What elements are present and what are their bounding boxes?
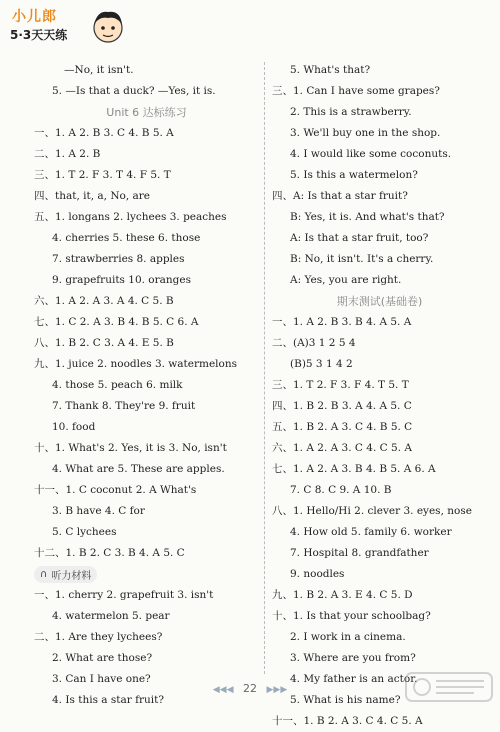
listening-section-wrap xyxy=(34,564,259,585)
listening-section-label xyxy=(34,566,97,583)
answer-line: 六、1. A 2. A 3. A 4. C 5. B xyxy=(34,295,174,307)
answer-line: 十、1. Is that your schoolbag? xyxy=(272,610,431,622)
answer-line: 十一、1. C coconut 2. A What's xyxy=(34,484,197,496)
answer-line: 4. What are 5. These are apples. xyxy=(52,463,225,475)
answer-line: 三、1. T 2. F 3. F 4. T 5. T xyxy=(272,379,409,391)
answer-line: 四、A: Is that a star fruit? xyxy=(272,190,408,202)
answer-line: 四、that, it, a, No, are xyxy=(34,190,151,202)
page-number: 22 xyxy=(243,682,257,695)
answer-line: 3. B have 4. C for xyxy=(52,505,145,517)
answer-line: B: Yes, it is. And what's that? xyxy=(290,211,445,223)
section-heading: 期末测试(基础卷) xyxy=(336,295,423,308)
answer-line: A: Is that a star fruit, too? xyxy=(290,232,429,244)
answer-line: 一、1. A 2. B 3. B 4. A 5. A xyxy=(272,316,412,328)
answer-line: 4. those 5. peach 6. milk xyxy=(52,379,183,391)
mascot-icon xyxy=(88,6,128,46)
answer-line: 4. watermelon 5. pear xyxy=(52,610,170,622)
answer-line: —No, it isn't. xyxy=(64,64,134,76)
answer-line: 4. My father is an actor. xyxy=(290,673,418,685)
answer-line: 二、(A)3 1 2 5 4 xyxy=(272,337,356,349)
answer-line: 7. Thank 8. They're 9. fruit xyxy=(52,400,196,412)
answer-line: 七、1. A 2. A 3. B 4. B 5. A 6. A xyxy=(272,463,436,475)
answer-line: 六、1. A 2. A 3. C 4. C 5. A xyxy=(272,442,412,454)
answer-line: A: Yes, you are right. xyxy=(290,274,402,286)
column-divider xyxy=(264,62,265,674)
answer-line: 2. I work in a cinema. xyxy=(290,631,406,643)
answer-line: 10. food xyxy=(52,421,96,433)
answer-line: 八、1. Hello/Hi 2. clever 3. eyes, nose xyxy=(272,505,472,517)
section-heading: Unit 6 达标练习 xyxy=(106,106,187,119)
answer-line: 3. We'll buy one in the shop. xyxy=(290,127,441,139)
answer-line: 9. grapefruits 10. oranges xyxy=(52,274,191,286)
answer-line: 三、1. Can I have some grapes? xyxy=(272,85,440,97)
answer-line: 七、1. C 2. A 3. B 4. B 5. C 6. A xyxy=(34,316,199,328)
answer-line: B: No, it isn't. It's a cherry. xyxy=(290,253,434,265)
answer-line: 五、1. longans 2. lychees 3. peaches xyxy=(34,211,227,223)
answer-line: 2. This is a strawberry. xyxy=(290,106,412,118)
answer-column-left xyxy=(34,60,259,711)
answer-column-right xyxy=(272,60,487,732)
answer-line: 3. Where are you from? xyxy=(290,652,416,664)
prev-arrows-icon: ◀◀◀ xyxy=(212,685,234,695)
answer-line: 一、1. A 2. B 3. C 4. B 5. A xyxy=(34,127,174,139)
answer-line: 二、1. A 2. B xyxy=(34,148,101,160)
answer-line: 2. What are those? xyxy=(52,652,153,664)
answer-line: 八、1. B 2. C 3. A 4. E 5. B xyxy=(34,337,174,349)
answer-line: 9. noodles xyxy=(290,568,345,580)
answer-line: 十一、1. B 2. A 3. C 4. C 5. A xyxy=(272,715,423,727)
answer-line: 四、1. B 2. B 3. A 4. A 5. C xyxy=(272,400,412,412)
answer-line: 5. C lychees xyxy=(52,526,117,538)
answer-line: 十二、1. B 2. C 3. B 4. A 5. C xyxy=(34,547,185,559)
section-label-text: 听力材料 xyxy=(51,571,92,582)
brand-subtitle: 5·3天天练 xyxy=(10,28,68,42)
next-arrows-icon: ▶▶▶ xyxy=(266,685,288,695)
answer-line: 5. —Is that a duck? —Yes, it is. xyxy=(52,85,216,97)
answer-line: 九、1. B 2. A 3. E 4. C 5. D xyxy=(272,589,413,601)
answer-line: 十、1. What's 2. Yes, it is 3. No, isn't xyxy=(34,442,227,454)
answer-line: (B)5 3 1 4 2 xyxy=(290,358,353,370)
brand-logo xyxy=(8,4,128,46)
answer-line: 3. Can I have one? xyxy=(52,673,151,685)
brand-title: 小儿郎 xyxy=(12,9,57,25)
answer-line: 五、1. B 2. A 3. C 4. B 5. C xyxy=(272,421,413,433)
headphones-icon: ∩ xyxy=(40,569,48,580)
answer-line: 一、1. cherry 2. grapefruit 3. isn't xyxy=(34,589,214,601)
answer-line: 5. What's that? xyxy=(290,64,371,76)
answer-line: 7. Hospital 8. grandfather xyxy=(290,547,429,559)
answer-line: 5. Is this a watermelon? xyxy=(290,169,418,181)
watermark-icon xyxy=(404,667,494,707)
answer-line: 九、1. juice 2. noodles 3. watermelons xyxy=(34,358,238,370)
answer-line: 4. How old 5. family 6. worker xyxy=(290,526,452,538)
answer-line: 4. I would like some coconuts. xyxy=(290,148,452,160)
answer-line: 三、1. T 2. F 3. T 4. F 5. T xyxy=(34,169,171,181)
answer-line: 7. strawberries 8. apples xyxy=(52,253,185,265)
answer-line: 5. What is his name? xyxy=(290,694,401,706)
answer-line: 7. C 8. C 9. A 10. B xyxy=(290,484,392,496)
answer-line: 4. Is this a star fruit? xyxy=(52,694,164,706)
answer-line: 二、1. Are they lychees? xyxy=(34,631,163,643)
answer-line: 4. cherries 5. these 6. those xyxy=(52,232,201,244)
